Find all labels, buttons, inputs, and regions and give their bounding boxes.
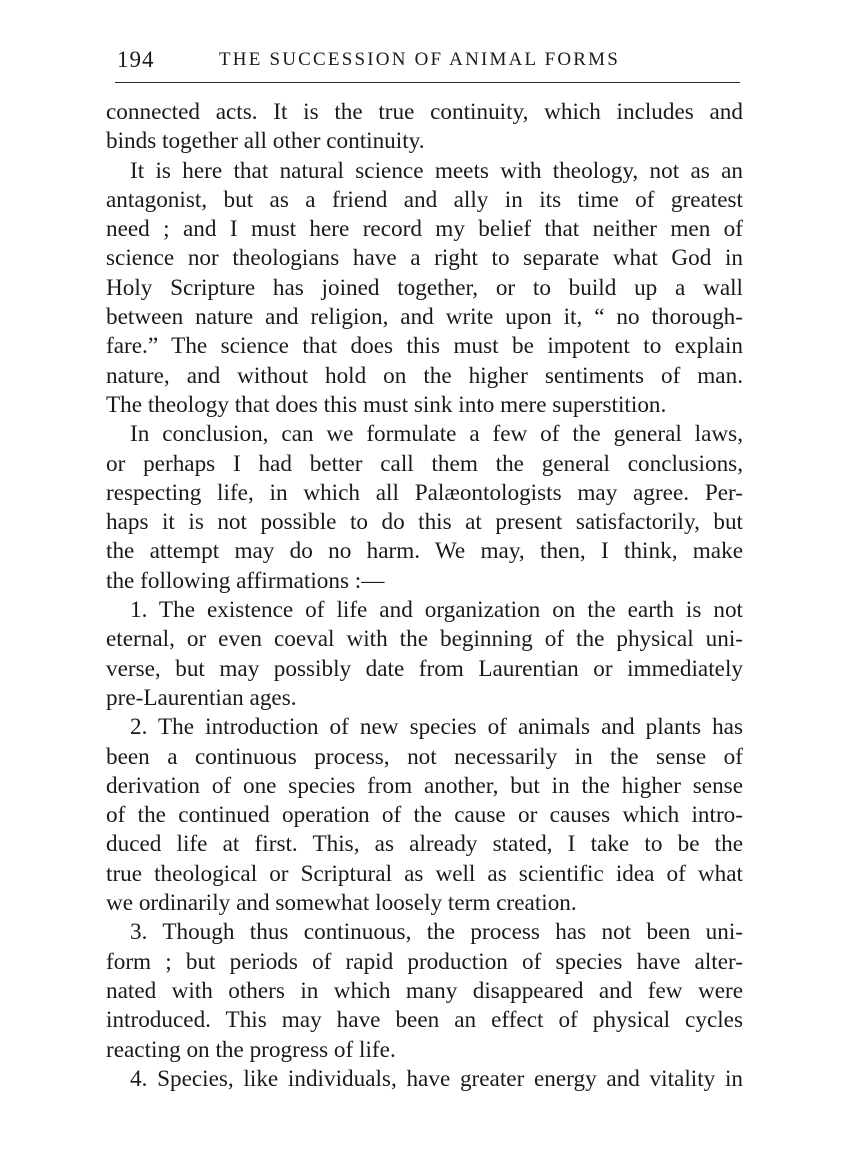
text-line: nature, and without hold on the higher sentiments of man. — [106, 362, 743, 389]
running-title: THE SUCCESSION OF ANIMAL FORMS — [219, 49, 621, 70]
text-line: or perhaps I had better call them the general conclusions, — [106, 450, 743, 477]
text-line: connected acts. It is the true continuity, which includes and — [106, 99, 743, 125]
paragraph — [106, 420, 743, 596]
paragraph — [106, 918, 743, 1064]
page-number: 194 — [117, 47, 155, 72]
paragraph — [106, 1065, 743, 1094]
text-line: the following affirmations :— — [106, 567, 385, 594]
text-line: eternal, or even coeval with the beginning of the physical uni- — [106, 626, 743, 653]
text-line: the attempt may do no harm. We may, then, I think, make — [106, 538, 743, 565]
text-line: form ; but periods of rapid production of species have alter- — [106, 948, 743, 975]
text-line: duced life at first. This, as already stated, I take to be the — [106, 831, 743, 858]
paragraph — [106, 713, 743, 918]
text-line: binds together all other continuity. — [106, 128, 425, 155]
text-line: In conclusion, can we formulate a few of the general laws, — [130, 421, 743, 448]
text-line: we ordinarily and somewhat loosely term creation. — [106, 890, 577, 917]
text-line: true theological or Scriptural as well as scientific idea of what — [106, 860, 743, 887]
text-line: antagonist, but as a friend and ally in its time of greatest — [106, 186, 743, 213]
text-line: The theology that does this must sink into mere superstition. — [106, 391, 667, 418]
text-line: verse, but may possibly date from Laurentian or immediately — [106, 655, 743, 682]
text-line: been a continuous process, not necessarily in the sense of — [106, 743, 743, 770]
paragraph — [106, 98, 743, 157]
text-line: pre-Laurentian ages. — [106, 684, 297, 711]
text-line: between nature and religion, and write upon it, “ no thorough- — [106, 304, 743, 331]
text-line: 3. Though thus continuous, the process has not been uni- — [130, 919, 743, 946]
text-line: reacting on the progress of life. — [106, 1036, 396, 1063]
text-line: Holy Scripture has joined together, or to build up a wall — [106, 274, 743, 301]
text-line: derivation of one species from another, but in the higher sense — [106, 772, 743, 799]
text-line: introduced. This may have been an effect of physical cycles — [106, 1007, 743, 1034]
text-line: of the continued operation of the cause or causes which intro- — [106, 802, 743, 829]
text-line: fare.” The science that does this must be impotent to explain — [106, 333, 743, 360]
text-line: 4. Species, like individuals, have greater energy and vitality in — [130, 1065, 743, 1092]
text-line: 2. The introduction of new species of animals and plants has — [130, 714, 743, 741]
text-line: It is here that natural science meets with theology, not as an — [130, 157, 743, 184]
text-line: nated with others in which many disappeared and few were — [106, 977, 743, 1004]
text-line: need ; and I must here record my belief that neither men of — [106, 216, 743, 243]
paragraph — [106, 157, 743, 421]
text-line: haps it is not possible to do this at present satisfactorily, but — [106, 509, 743, 536]
running-head — [115, 44, 740, 78]
text-line: science nor theologians have a right to separate what God in — [106, 245, 743, 272]
text-line: respecting life, in which all Palæontologists may agree. Per- — [106, 479, 743, 506]
text-line: 1. The existence of life and organization on the earth is not — [130, 597, 743, 624]
header-rule — [115, 82, 740, 83]
paragraph — [106, 596, 743, 713]
body-text — [106, 98, 743, 1094]
